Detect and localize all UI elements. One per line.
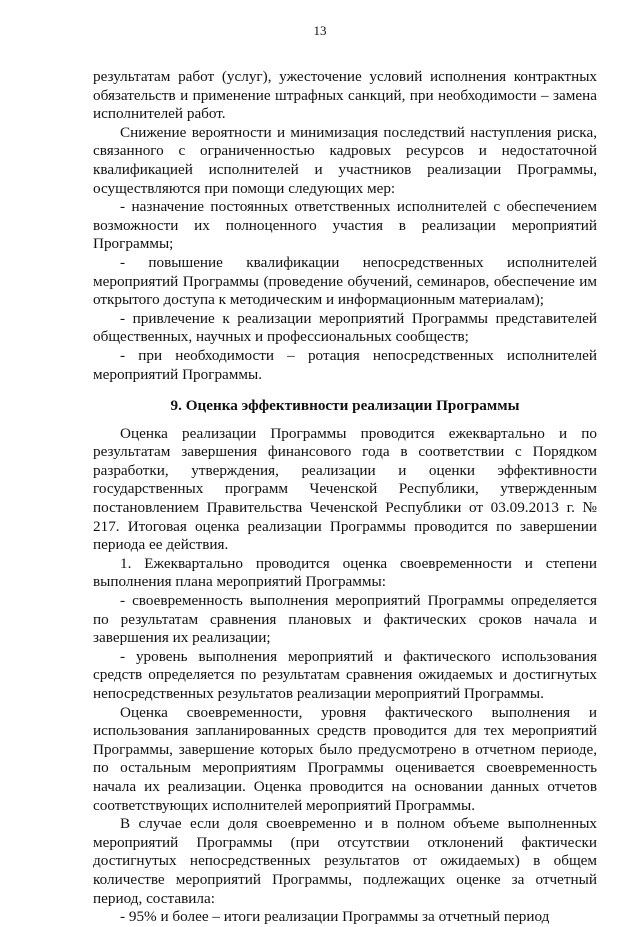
paragraph-continuation: результатам работ (услуг), ужесточение условий исполнения контрактных обязательств и применение штрафных санкций, при необходимости – замена исполнителей работ. (93, 68, 597, 123)
list-item-community-involvement: - привлечение к реализации мероприятий Программы представителей общественных, научных и профессиональных сообществ; (93, 309, 597, 346)
document-body (93, 68, 597, 927)
paragraph-assessment-scope: Оценка своевременности, уровня фактического выполнения и использования запланированных средств проводится для тех мероприятий Программы, завершение которых было предусмотрено в отчетном периоде, по остальным мероприятиям Программы оценивается своевременность начала их реализации. Оценка проводится на основании данных отчетов соответствующих исполнителей мероприятий Программы. (93, 703, 597, 814)
list-item-timeliness: - своевременность выполнения мероприятий Программы определяется по результатам сравнения плановых и фактических сроков начала и завершения их реализации; (93, 592, 597, 647)
list-item-95-percent: - 95% и более – итоги реализации Программы за отчетный период (120, 908, 550, 926)
list-item-execution-level: - уровень выполнения мероприятий и фактического использования средств определяется по результатам сравнения ожидаемых и достигнутых непосредственных результатов реализации мероприятий Программы. (93, 647, 597, 702)
paragraph-share-condition: В случае если доля своевременно и в полном объеме выполненных мероприятий Программы (при отсутствии отклонений фактически достигнутых непосредственных результатов от ожидаемых) в общем количестве мероприятий Программы, подлежащих оценке за отчетный период, составила: (93, 815, 597, 907)
page-number: 13 (313, 23, 327, 38)
list-item-rotation: - при необходимости – ротация непосредственных исполнителей мероприятий Программы. (93, 346, 597, 383)
paragraph-risk-mitigation: Снижение вероятности и минимизация последствий наступления риска, связанного с ограниченностью кадровых ресурсов и недостаточной квалификацией исполнителей и участников реализации Программы, осуществляются при помощи следующих мер: (93, 123, 597, 197)
paragraph-evaluation-order: Оценка реализации Программы проводится ежеквартально и по результатам завершения финансового года в соответствии с Порядком разработки, утверждения, реализации и оценки эффективности государственных программ Чеченской Республики, утвержденным постановлением Правительства Чеченской Республики от 03.09.2013 г. № 217. Итоговая оценка реализации Программы проводится по завершении периода ее действия. (93, 424, 597, 554)
section-heading: 9. Оценка эффективности реализации Программы (170, 397, 520, 415)
paragraph-quarterly-evaluation: 1. Ежеквартально проводится оценка своевременности и степени выполнения плана мероприятий Программы: (93, 554, 597, 591)
list-item-qualification: - повышение квалификации непосредственных исполнителей мероприятий Программы (проведение обучений, семинаров, обеспечение им открытого доступа к методическим и информационным материалам); (93, 253, 597, 309)
list-item-permanent-executors: - назначение постоянных ответственных исполнителей с обеспечением возможности их полноценного участия в реализации мероприятий Программы; (93, 198, 597, 253)
